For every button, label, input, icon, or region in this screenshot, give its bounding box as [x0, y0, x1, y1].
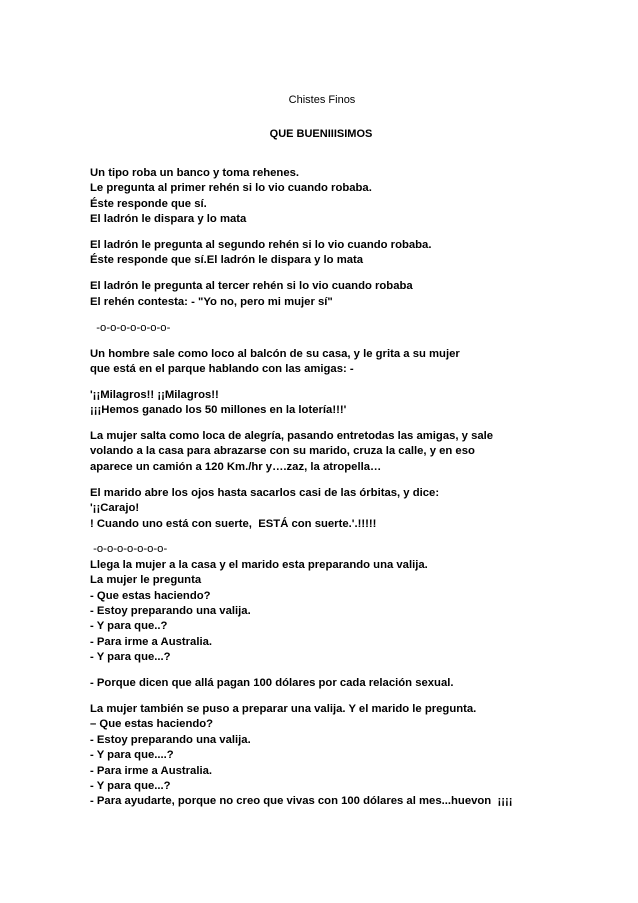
text-line: El ladrón le pregunta al tercer rehén si lo vio cuando robaba — [90, 280, 413, 293]
text-line: '¡¡Carajo! — [90, 502, 140, 515]
text-line: El marido abre los ojos hasta sacarlos casi de las órbitas, y dice: — [90, 486, 440, 499]
text-line: La mujer también se puso a preparar una valija. Y el marido le pregunta. — [90, 702, 477, 715]
document-subtitle — [0, 128, 638, 140]
separator-line: -o-o-o-o-o-o-o- — [90, 543, 168, 556]
text-line: Éste responde que sí.El ladrón le dispara y lo mata — [90, 254, 364, 267]
text-line: - Que estas haciendo? — [90, 589, 211, 602]
document-body — [90, 166, 560, 810]
document-subtitle-text: QUE BUENIIISIMOS — [269, 128, 373, 140]
text-line: que está en el parque hablando con las amigas: - — [90, 362, 354, 375]
text-line: - Para irme a Australia. — [90, 635, 213, 648]
text-line: - Porque dicen que allá pagan 100 dólares por cada relación sexual. — [90, 677, 454, 690]
paragraph-gap — [90, 532, 560, 543]
text-line: - Para ayudarte, porque no creo que vivas con 100 dólares al mes...huevon ¡¡¡¡ — [90, 795, 513, 808]
paragraph-gap — [90, 377, 560, 388]
text-line: aparece un camión a 120 Km./hr y….zaz, la atropella… — [90, 460, 382, 473]
text-line: volando a la casa para abrazarse con su marido, cruza la calle, y en eso — [90, 445, 475, 458]
separator-line: -o-o-o-o-o-o-o- — [90, 321, 171, 334]
paragraph-gap — [90, 310, 560, 321]
text-line: La mujer salta como loca de alegría, pasando entretodas las amigas, y sale — [90, 430, 494, 443]
text-line: El rehén contesta: - "Yo no, pero mi mujer sí" — [90, 295, 333, 308]
text-line: ¡¡¡Hemos ganado los 50 millones en la lotería!!!' — [90, 404, 347, 417]
text-line: - Y para que....? — [90, 749, 174, 762]
paragraph-gap — [90, 666, 560, 677]
text-line: Éste responde que sí. — [90, 197, 207, 210]
text-line: Un tipo roba un banco y toma rehenes. — [90, 167, 300, 179]
text-line: Un hombre sale como loco al balcón de su casa, y le grita a su mujer — [90, 347, 460, 360]
paragraph-gap — [90, 475, 560, 486]
paragraph-gap — [90, 691, 560, 702]
text-line: Le pregunta al primer rehén si lo vio cuando robaba. — [90, 182, 372, 195]
text-line: - Y para que..? — [90, 620, 168, 633]
text-line: - Estoy preparando una valija. — [90, 733, 251, 746]
text-line: La mujer le pregunta — [90, 574, 202, 587]
paragraph-gap — [90, 419, 560, 430]
document-title — [0, 94, 638, 106]
document-title-text: Chistes Finos — [288, 94, 356, 106]
text-line: Llega la mujer a la casa y el marido esta preparando una valija. — [90, 558, 428, 571]
paragraph-gap — [90, 228, 560, 239]
text-line: - Estoy preparando una valija. — [90, 604, 251, 617]
text-line: El ladrón le dispara y lo mata — [90, 213, 247, 226]
text-line: El ladrón le pregunta al segundo rehén si lo vio cuando robaba. — [90, 239, 432, 252]
text-line: – Que estas haciendo? — [90, 718, 214, 731]
text-line: - Para irme a Australia. — [90, 764, 213, 777]
text-line: '¡¡Milagros!! ¡¡Milagros!! — [90, 388, 219, 401]
text-line: - Y para que...? — [90, 651, 171, 664]
text-line: - Y para que...? — [90, 779, 171, 792]
paragraph-gap — [90, 269, 560, 280]
text-line: ! Cuando uno está con suerte, ESTÁ con suerte.'.!!!!! — [90, 517, 377, 530]
paragraph-gap — [90, 336, 560, 347]
